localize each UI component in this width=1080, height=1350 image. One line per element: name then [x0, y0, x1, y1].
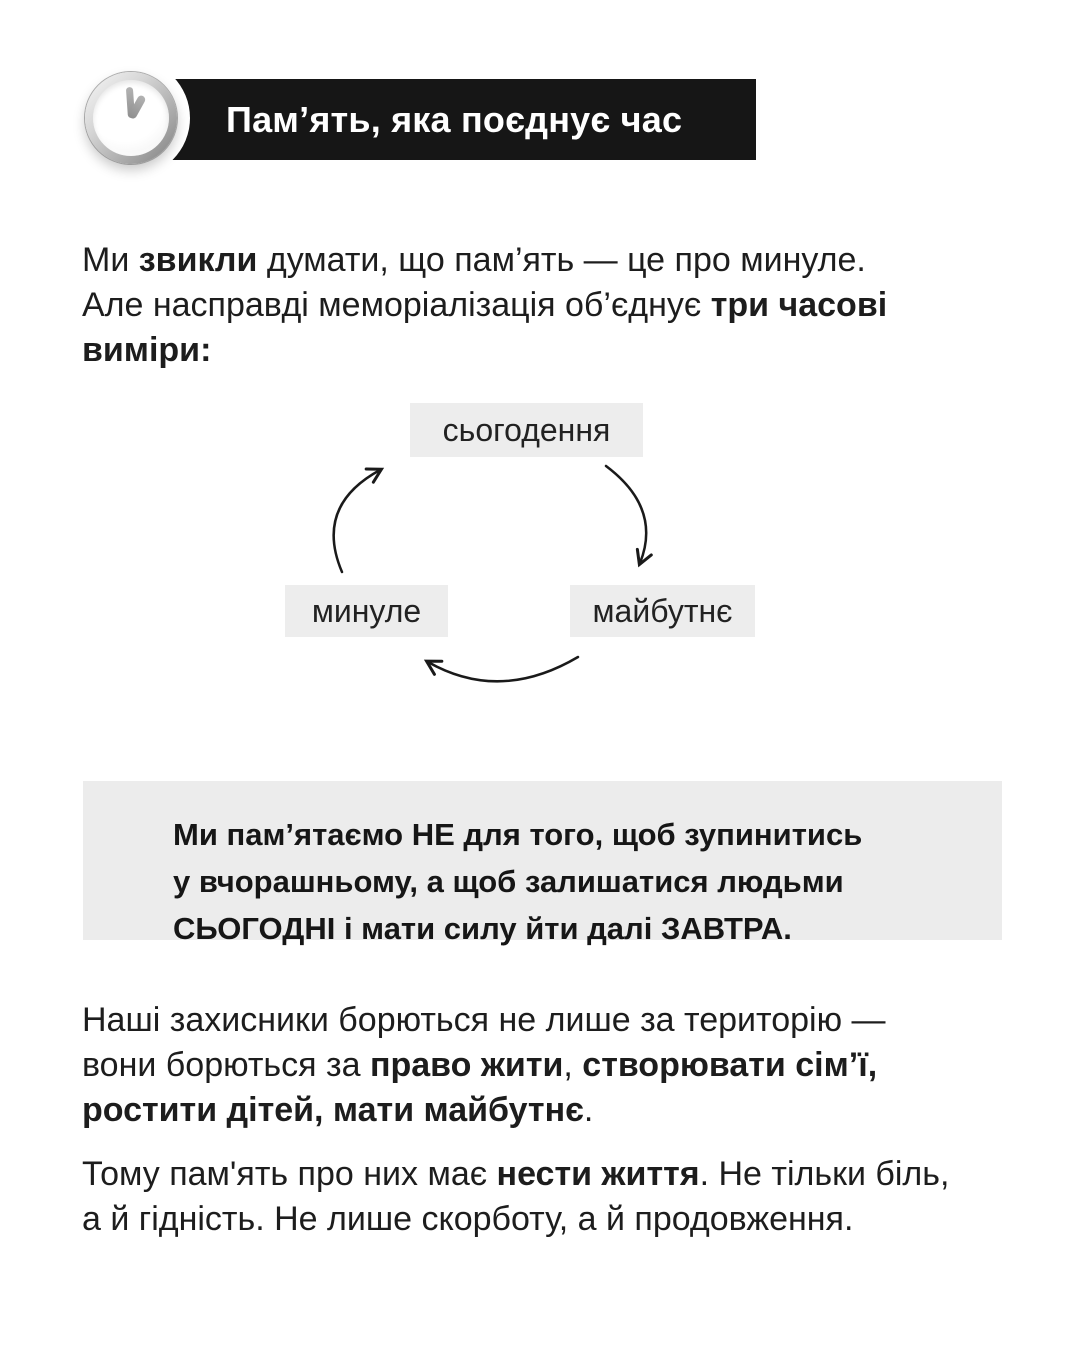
diagram-node-past	[285, 585, 448, 637]
defenders-paragraph: Наші захисники борються не лише за територію — вони борються за право жити, створювати сім’ї, ростити дітей, мати майбутнє.	[82, 1001, 886, 1129]
diagram-node-future	[570, 585, 755, 637]
page-title: Пам’ять, яка поєднує час	[226, 98, 683, 140]
memory-paragraph: Тому пам'ять про них має нести життя. Не тільки біль, а й гідність. Не лише скорботу, а й продовження.	[82, 1155, 950, 1238]
diagram-node-present	[410, 403, 643, 457]
arrow-present-to-future	[606, 466, 646, 563]
header-banner	[150, 79, 756, 160]
diagram-node-past-label: минуле	[311, 592, 422, 629]
arrow-future-to-past	[428, 657, 578, 681]
arrow-past-to-present	[334, 470, 380, 572]
clock-face	[93, 80, 169, 156]
quote-block: Ми пам’ятаємо НЕ для того, щоб зупинитись у вчорашньому, а щоб залишатися людьми СЬОГОДНІ і мати силу йти далі ЗАВТРА.	[83, 781, 1002, 940]
clock-icon	[85, 72, 177, 164]
intro-paragraph: Ми звикли думати, що пам’ять — це про минуле. Але насправді меморіалізація об’єднує три часові виміри:	[82, 241, 888, 369]
diagram-node-present-label: сьогодення	[442, 411, 611, 448]
diagram-node-future-label: майбутнє	[592, 592, 733, 629]
